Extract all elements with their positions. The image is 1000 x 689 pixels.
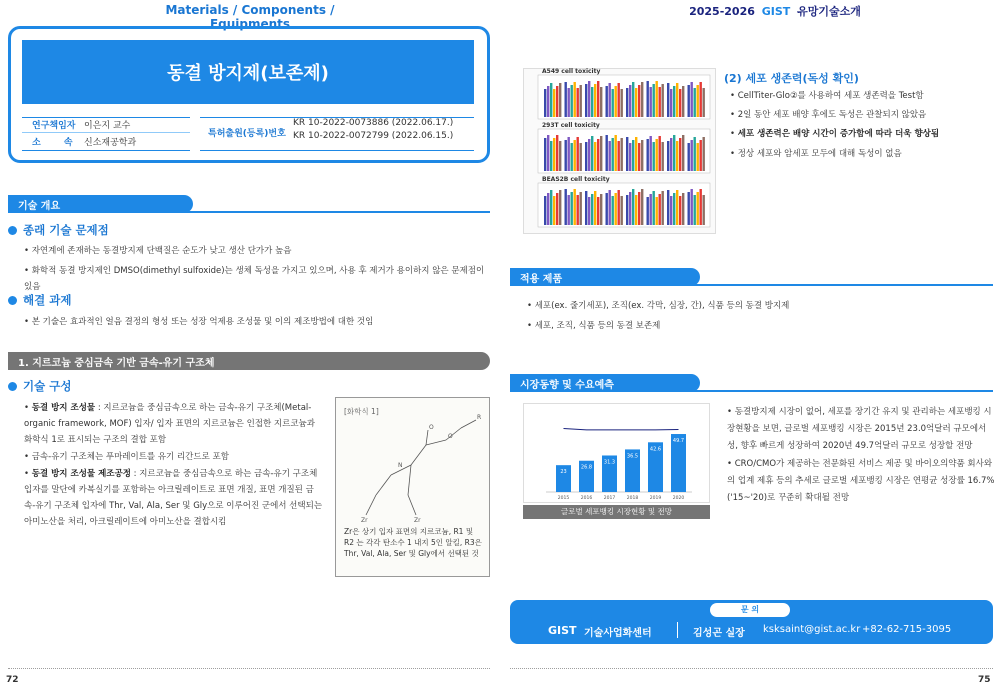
market-bullet: • 동결방지제 시장이 없어, 세포를 장기간 유지 및 관리하는 세포뱅킹 시장현황을 보면, 글로벌 세포뱅킹 시장은 2015년 23.0억달러 규모에서 성, 향후 빠르게 성장하여 2020년 49.7억달러 규모로 성장할 전망	[727, 407, 992, 451]
toxicity-bullet: • 정상 세포와 암세포 모두에 대해 독성이 없음	[730, 149, 902, 159]
solution-title: 해결 과제	[23, 293, 72, 307]
toxicity-bar	[691, 189, 693, 225]
toxicity-bar	[679, 196, 681, 225]
affiliation-label: 소 속	[32, 138, 83, 148]
toxicity-bar	[638, 85, 640, 117]
toxicity-bar	[626, 195, 628, 225]
toxicity-bar	[577, 137, 579, 171]
section1-title: 1. 지르코늄 중심금속 기반 금속-유기 구조체	[8, 352, 490, 370]
page-title: 동결 방지제(보존제)	[22, 40, 474, 104]
bullet-dot-icon	[8, 382, 17, 391]
toxicity-bar	[667, 190, 669, 225]
market-bar-value: 31.3	[603, 459, 616, 466]
toxicity-bar	[635, 195, 637, 225]
toxicity-bar	[580, 143, 582, 171]
toxicity-bar	[629, 85, 631, 117]
toxicity-bar	[612, 138, 614, 171]
market-category-label: 2017	[603, 496, 616, 501]
toxicity-bar	[585, 142, 587, 171]
toxicity-bar	[632, 140, 634, 171]
toxicity-bar	[544, 196, 546, 225]
toxicity-bar	[653, 84, 655, 117]
toxicity-bar	[656, 139, 658, 171]
toxicity-bar	[650, 194, 652, 225]
toxicity-bar	[600, 87, 602, 117]
svg-text:O: O	[429, 424, 434, 431]
toxicity-bar	[577, 88, 579, 117]
toxicity-bar	[659, 136, 661, 171]
toxicity-bar	[565, 140, 567, 171]
toxicity-bar	[653, 191, 655, 225]
toxicity-bar	[676, 190, 678, 225]
toxicity-bar	[556, 86, 558, 117]
bullet-dot-icon	[8, 296, 17, 305]
toxicity-bar	[585, 191, 587, 225]
section-header: Materials / Components / Equipments	[165, 3, 335, 31]
prior-art-title: 종래 기술 문제점	[23, 223, 109, 237]
contact-label: 문 의	[710, 603, 790, 617]
formula-label: [화학식 1]	[344, 407, 379, 416]
toxicity-bar	[571, 143, 573, 171]
section-market-title: 시장동향 및 수요예측	[510, 374, 700, 392]
composition-bullet: • 동결 방지 조성물 : 지르코늄을 중심금속으로 하는 금속-유기 구조체(Metal-organic framework, MOF) 입자/ 입자 표면의 지르코늄은 인접한 지르코늄과 화학식 1로 표시되는 구조의 결합 포함	[24, 403, 315, 445]
toxicity-bar	[609, 83, 611, 117]
toxicity-bar	[600, 136, 602, 171]
contact-phone: +82-62-715-3095	[862, 624, 952, 635]
toxicity-bar	[550, 83, 552, 117]
toxicity-bar	[703, 195, 705, 225]
toxicity-bar	[694, 195, 696, 225]
composition-heading	[8, 378, 71, 394]
toxicity-bar	[553, 89, 555, 117]
toxicity-bar	[571, 85, 573, 117]
svg-text:Zr: Zr	[361, 517, 368, 524]
toxicity-bar	[700, 82, 702, 117]
toxicity-bar	[618, 83, 620, 117]
toxicity-bar	[647, 139, 649, 171]
footer-rule	[510, 668, 993, 669]
year-label: 2025-2026	[689, 5, 755, 18]
patent-label: 특허출원(등록)번호	[208, 129, 286, 139]
toxicity-bar	[673, 193, 675, 225]
toxicity-bar	[597, 197, 599, 225]
toxicity-bar	[682, 135, 684, 171]
divider	[200, 150, 474, 151]
toxicity-bar	[588, 139, 590, 171]
toxicity-bar	[682, 193, 684, 225]
toxicity-bar	[559, 83, 561, 117]
section-overview-title: 기술 개요	[8, 195, 193, 213]
market-bar-value: 26.8	[580, 464, 593, 471]
toxicity-bar	[676, 141, 678, 171]
toxicity-panel	[538, 75, 710, 119]
toxicity-bar-charts	[524, 69, 717, 235]
toxicity-bar	[550, 141, 552, 171]
toxicity-bar	[574, 140, 576, 171]
toxicity-bar	[635, 88, 637, 117]
toxicity-bar	[676, 83, 678, 117]
toxicity-bar	[703, 88, 705, 117]
divider	[22, 150, 190, 151]
contact-email[interactable]: ksksaint@gist.ac.kr	[763, 624, 861, 635]
toxicity-bar	[647, 197, 649, 225]
market-bullet: • CRO/CMO가 제공하는 전문화된 서비스 제공 및 바이오의약품 회사와의 업계 제휴 등의 추세로 글로벌 세포뱅킹 시장은 연평균 성장률 16.7%('15~'20)로 꾸준히 확대될 전망	[727, 459, 995, 503]
market-chart	[523, 403, 710, 503]
toxicity-bar	[632, 189, 634, 225]
toxicity-bar	[553, 138, 555, 171]
toxicity-bar	[609, 190, 611, 225]
gist-logo: GIST	[548, 624, 577, 637]
toxicity-bar	[588, 197, 590, 225]
toxicity-bar	[679, 138, 681, 171]
toxicity-bar	[662, 142, 664, 171]
panel-title: 293T cell toxicity	[542, 122, 600, 129]
toxicity-bar	[694, 88, 696, 117]
toxicity-bar	[662, 84, 664, 117]
patent-number-1: KR 10-2022-0073886 (2022.06.17.)	[293, 118, 454, 128]
panel-title: A549 cell toxicity	[542, 68, 601, 75]
toxicity-bar	[553, 196, 555, 225]
toxicity-bar	[673, 86, 675, 117]
composition-bullet: • 금속-유기 구조체는 푸마레이트를 유기 리간드로 포함	[24, 452, 229, 462]
application-bullet: • 세포, 조직, 식품 등의 동결 보존제	[527, 321, 661, 331]
toxicity-bar	[626, 88, 628, 117]
toxicity-bar	[679, 89, 681, 117]
toxicity-bar	[594, 142, 596, 171]
toxicity-bar	[618, 190, 620, 225]
market-bar-value: 49.7	[672, 438, 685, 445]
header-title: 유망기술소개	[797, 5, 861, 18]
toxicity-heading: (2) 세포 생존력(독성 확인)	[724, 72, 859, 85]
svg-text:N: N	[398, 462, 403, 469]
toxicity-bar	[612, 196, 614, 225]
toxicity-bar	[700, 140, 702, 171]
toxicity-bar	[659, 87, 661, 117]
toxicity-bar	[638, 143, 640, 171]
researcher-label: 연구책임자	[32, 121, 76, 131]
toxicity-bar	[544, 89, 546, 117]
toxicity-bar	[638, 192, 640, 225]
toxicity-bar	[597, 139, 599, 171]
toxicity-bar	[606, 135, 608, 171]
toxicity-bar	[626, 137, 628, 171]
composition-bullet: • 동결 방지 조성물 제조공정 : 지르코늄을 중심금속으로 하는 금속-유기 구조체 입자를 말단에 카복실기를 포함하는 아크릴레이트로 표면 개질, 표면 개질된 금속-유기 구조체 입자에 Thr, Val, Ala, Ser 및 Gly으로 이루어진 군에서 선택되는 아미노산을 처리, 아크릴레이트에 아미노산을 결합시킴	[24, 469, 323, 527]
divider	[677, 622, 678, 638]
prior-art-bullet: • 자연계에 존재하는 동결방지제 단백질은 순도가 낮고 생산 단가가 높음	[24, 246, 292, 256]
market-chart-caption: 글로벌 세포뱅킹 시장현황 및 전망	[523, 505, 710, 519]
toxicity-bar	[697, 192, 699, 225]
toxicity-bar	[571, 192, 573, 225]
toxicity-bullet: • CellTiter-Glo②를 사용하여 세포 생존력을 Test함	[730, 91, 924, 101]
application-bullet: • 세포(ex. 줄기세포), 조직(ex. 각막, 심장, 간), 식품 등의 동결 방지제	[527, 301, 790, 311]
toxicity-bar	[641, 189, 643, 225]
gist-logo-text: GIST	[761, 5, 791, 18]
market-category-label: 2019	[649, 496, 662, 501]
toxicity-bar	[556, 135, 558, 171]
toxicity-bar	[641, 140, 643, 171]
brand-header	[650, 3, 900, 19]
toxicity-bar	[588, 81, 590, 117]
formula-description: Zr은 상기 입자 표면의 지르코늄, R1 및 R2 는 각각 탄소수 1 내지 5인 알킬, R3은 Thr, Val, Ala, Ser 및 Gly에서 선택된 것	[344, 527, 482, 558]
toxicity-bar	[615, 86, 617, 117]
toxicity-bar	[688, 192, 690, 225]
toxicity-bar	[591, 194, 593, 225]
toxicity-bar	[670, 89, 672, 117]
toxicity-bar	[606, 193, 608, 225]
composition-title: 기술 구성	[23, 379, 72, 393]
toxicity-bullet: • 세포 생존력은 배양 시간이 증가함에 따라 더욱 향상됨	[730, 129, 940, 139]
patent-number-2: KR 10-2022-0072799 (2022.06.15.)	[293, 131, 454, 141]
market-bar-value: 36.5	[626, 453, 639, 460]
toxicity-bar	[667, 141, 669, 171]
toxicity-bar	[568, 137, 570, 171]
toxicity-bar	[565, 82, 567, 117]
toxicity-bar	[615, 193, 617, 225]
market-category-label: 2018	[626, 496, 639, 501]
toxicity-bar	[703, 137, 705, 171]
svg-text:Zr: Zr	[414, 517, 421, 524]
prior-art-bullet: • 화학적 동결 방지제인 DMSO(dimethyl sulfoxide)는 생체 독성을 가지고 있으며, 사용 후 제거가 용이하지 않은 문제점이 있음	[24, 266, 485, 292]
solution-heading	[8, 292, 71, 308]
page-number-right: 75	[978, 675, 991, 685]
toxicity-bar	[577, 195, 579, 225]
prior-art-heading	[8, 222, 109, 238]
svg-text:O: O	[448, 433, 453, 440]
toxicity-bar	[650, 87, 652, 117]
market-bar-chart	[524, 404, 711, 504]
toxicity-bar	[585, 84, 587, 117]
market-bar-value: 23	[560, 469, 567, 476]
toxicity-bar	[580, 192, 582, 225]
solution-bullet: • 본 기술은 효과적인 얼음 결정의 형성 또는 성장 억제용 조성물 및 이의 제조방법에 대한 것임	[24, 317, 374, 327]
toxicity-bar	[656, 81, 658, 117]
toxicity-bar	[647, 81, 649, 117]
toxicity-bar	[600, 194, 602, 225]
affiliation-value: 신소재공학과	[84, 138, 137, 148]
bullet-dot-icon	[8, 226, 17, 235]
contact-person: 김성곤 실장	[693, 628, 745, 639]
toxicity-bar	[591, 87, 593, 117]
market-category-label: 2015	[557, 496, 570, 501]
toxicity-bar	[629, 143, 631, 171]
toxicity-bar	[559, 190, 561, 225]
toxicity-bar	[612, 89, 614, 117]
toxicity-bar	[673, 135, 675, 171]
toxicity-bar	[700, 189, 702, 225]
toxicity-bar	[559, 141, 561, 171]
toxicity-bar	[691, 140, 693, 171]
toxicity-bar	[662, 191, 664, 225]
market-bar-value: 42.6	[649, 446, 662, 453]
toxicity-bar	[621, 138, 623, 171]
toxicity-bar	[547, 86, 549, 117]
toxicity-bar	[653, 142, 655, 171]
toxicity-bar	[568, 195, 570, 225]
panel-title: BEAS2B cell toxicity	[542, 176, 610, 183]
toxicity-bar	[568, 88, 570, 117]
toxicity-bar	[621, 89, 623, 117]
toxicity-bar	[659, 194, 661, 225]
toxicity-bar	[688, 85, 690, 117]
toxicity-bar	[667, 83, 669, 117]
toxicity-bar	[670, 196, 672, 225]
toxicity-bar	[544, 138, 546, 171]
toxicity-bar	[609, 141, 611, 171]
toxicity-bar	[594, 191, 596, 225]
toxicity-bar	[580, 85, 582, 117]
toxicity-bullet: • 2일 동안 세포 배양 후에도 독성은 관찰되지 않았음	[730, 110, 927, 120]
market-category-label: 2016	[580, 496, 593, 501]
researcher-value: 이은지 교수	[84, 121, 131, 131]
toxicity-bar	[688, 143, 690, 171]
chemical-formula-figure	[335, 397, 490, 577]
toxicity-bar	[594, 84, 596, 117]
toxicity-bar	[691, 82, 693, 117]
toxicity-bar	[670, 138, 672, 171]
footer-rule	[8, 668, 490, 669]
toxicity-bar	[697, 85, 699, 117]
toxicity-bar	[635, 137, 637, 171]
market-category-label: 2020	[672, 496, 685, 501]
toxicity-bar	[615, 135, 617, 171]
page-number-left: 72	[6, 675, 19, 685]
toxicity-bar	[621, 196, 623, 225]
toxicity-bar	[574, 189, 576, 225]
toxicity-bar	[606, 86, 608, 117]
svg-text:R: R	[477, 414, 482, 421]
toxicity-bar	[632, 82, 634, 117]
toxicity-bar	[650, 136, 652, 171]
toxicity-bar	[694, 137, 696, 171]
toxicity-bar	[591, 136, 593, 171]
toxicity-panel	[538, 129, 710, 173]
toxicity-bar	[547, 135, 549, 171]
toxicity-bar	[618, 141, 620, 171]
toxicity-panel	[538, 183, 710, 227]
toxicity-bar	[556, 193, 558, 225]
toxicity-bar	[550, 190, 552, 225]
toxicity-bar	[565, 189, 567, 225]
toxicity-bar	[641, 82, 643, 117]
toxicity-bar	[629, 192, 631, 225]
toxicity-bar	[656, 197, 658, 225]
molecule-structure-icon	[336, 410, 491, 530]
toxicity-bar	[697, 143, 699, 171]
toxicity-bar	[682, 86, 684, 117]
toxicity-bar	[597, 81, 599, 117]
divider	[22, 132, 190, 133]
cell-toxicity-figure	[523, 68, 716, 234]
section-application-title: 적용 제품	[510, 268, 700, 286]
toxicity-bar	[574, 82, 576, 117]
contact-org: 기술사업화센터	[584, 628, 652, 639]
toxicity-bar	[547, 193, 549, 225]
